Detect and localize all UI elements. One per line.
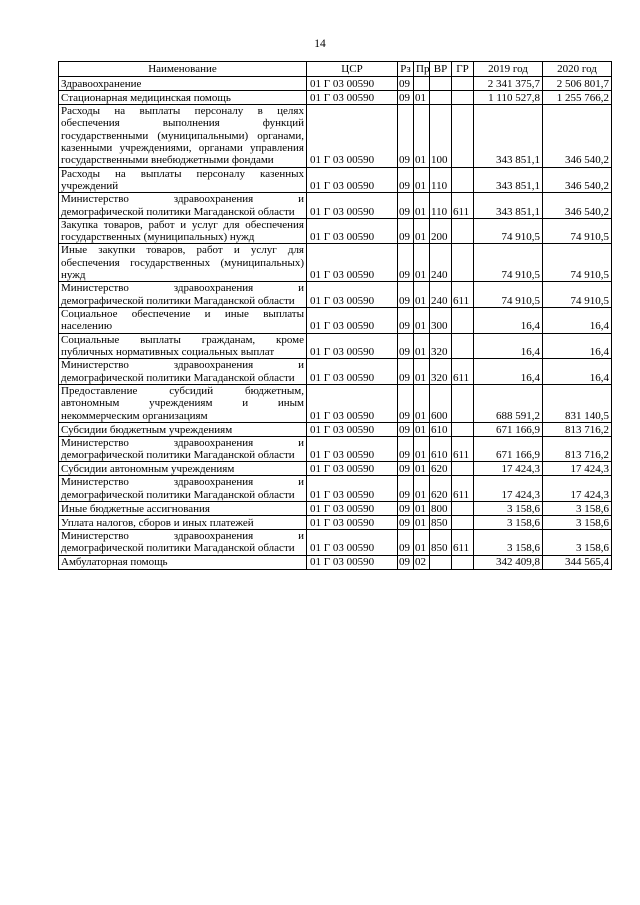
row-value-2019: 74 910,5 <box>474 244 543 282</box>
row-csr: 01 Г 03 00590 <box>307 91 398 105</box>
row-csr: 01 Г 03 00590 <box>307 422 398 436</box>
table-header-row <box>59 62 612 77</box>
row-pr: 01 <box>414 193 430 219</box>
row-value-2020: 3 158,6 <box>543 530 612 556</box>
row-name: Субсидии бюджетным учреждениям <box>59 422 307 436</box>
row-value-2020: 74 910,5 <box>543 244 612 282</box>
row-name: Социальные выплаты гражданам, кроме публичных нормативных социальных выплат <box>59 333 307 359</box>
row-gr: 611 <box>452 530 474 556</box>
row-rz: 09 <box>398 105 414 168</box>
row-value-2019: 688 591,2 <box>474 384 543 422</box>
row-name: Социальное обеспечение и иные выплаты населению <box>59 308 307 334</box>
row-csr: 01 Г 03 00590 <box>307 308 398 334</box>
table-row <box>59 91 612 105</box>
row-pr <box>414 77 430 91</box>
row-gr <box>452 333 474 359</box>
row-pr: 01 <box>414 516 430 530</box>
row-csr: 01 Г 03 00590 <box>307 502 398 516</box>
row-vr: 100 <box>430 105 452 168</box>
row-vr: 320 <box>430 359 452 385</box>
table-row <box>59 516 612 530</box>
row-value-2020: 346 540,2 <box>543 193 612 219</box>
row-gr <box>452 308 474 334</box>
row-gr <box>452 555 474 569</box>
row-vr <box>430 77 452 91</box>
row-rz: 09 <box>398 308 414 334</box>
row-gr: 611 <box>452 282 474 308</box>
table-row <box>59 476 612 502</box>
row-vr <box>430 91 452 105</box>
row-value-2019: 342 409,8 <box>474 555 543 569</box>
header-gr: ГР <box>452 62 474 77</box>
row-name: Министерство здравоохранения и демографической политики Магаданской области <box>59 476 307 502</box>
row-name: Расходы на выплаты персоналу казенных учреждений <box>59 167 307 193</box>
table-body <box>59 77 612 570</box>
row-rz: 09 <box>398 476 414 502</box>
row-vr: 850 <box>430 516 452 530</box>
row-gr <box>452 105 474 168</box>
table-row <box>59 167 612 193</box>
row-value-2019: 3 158,6 <box>474 516 543 530</box>
row-name: Стационарная медицинская помощь <box>59 91 307 105</box>
row-pr: 01 <box>414 105 430 168</box>
table-row <box>59 530 612 556</box>
table-row <box>59 422 612 436</box>
row-vr: 620 <box>430 476 452 502</box>
row-name: Субсидии автономным учреждениям <box>59 462 307 476</box>
row-vr: 300 <box>430 308 452 334</box>
row-gr <box>452 384 474 422</box>
row-csr: 01 Г 03 00590 <box>307 516 398 530</box>
row-value-2020: 74 910,5 <box>543 218 612 244</box>
row-vr: 110 <box>430 167 452 193</box>
row-vr <box>430 555 452 569</box>
row-value-2020: 17 424,3 <box>543 462 612 476</box>
row-pr: 01 <box>414 308 430 334</box>
row-value-2020: 346 540,2 <box>543 105 612 168</box>
row-vr: 610 <box>430 422 452 436</box>
row-pr: 01 <box>414 384 430 422</box>
row-name: Закупка товаров, работ и услуг для обеспечения государственных (муниципальных) нужд <box>59 218 307 244</box>
row-csr: 01 Г 03 00590 <box>307 436 398 462</box>
row-vr: 800 <box>430 502 452 516</box>
row-name: Министерство здравоохранения и демографической политики Магаданской области <box>59 193 307 219</box>
row-rz: 09 <box>398 516 414 530</box>
row-rz: 09 <box>398 77 414 91</box>
row-csr: 01 Г 03 00590 <box>307 77 398 91</box>
row-value-2019: 3 158,6 <box>474 530 543 556</box>
row-csr: 01 Г 03 00590 <box>307 530 398 556</box>
row-pr: 01 <box>414 282 430 308</box>
row-pr: 02 <box>414 555 430 569</box>
row-value-2019: 343 851,1 <box>474 105 543 168</box>
row-value-2019: 2 341 375,7 <box>474 77 543 91</box>
row-value-2020: 346 540,2 <box>543 167 612 193</box>
row-vr: 850 <box>430 530 452 556</box>
row-value-2019: 1 110 527,8 <box>474 91 543 105</box>
row-csr: 01 Г 03 00590 <box>307 359 398 385</box>
row-rz: 09 <box>398 384 414 422</box>
row-csr: 01 Г 03 00590 <box>307 167 398 193</box>
budget-table <box>58 61 612 570</box>
row-vr: 620 <box>430 462 452 476</box>
table-row <box>59 555 612 569</box>
row-value-2019: 3 158,6 <box>474 502 543 516</box>
header-2020: 2020 год <box>543 62 612 77</box>
table-row <box>59 333 612 359</box>
row-gr <box>452 244 474 282</box>
row-rz: 09 <box>398 422 414 436</box>
row-vr: 320 <box>430 333 452 359</box>
row-value-2020: 16,4 <box>543 308 612 334</box>
row-value-2020: 344 565,4 <box>543 555 612 569</box>
table-row <box>59 384 612 422</box>
row-name: Иные бюджетные ассигнования <box>59 502 307 516</box>
row-rz: 09 <box>398 436 414 462</box>
row-rz: 09 <box>398 333 414 359</box>
row-gr <box>452 91 474 105</box>
row-rz: 09 <box>398 462 414 476</box>
row-rz: 09 <box>398 167 414 193</box>
row-rz: 09 <box>398 530 414 556</box>
header-vr: ВР <box>430 62 452 77</box>
row-pr: 01 <box>414 333 430 359</box>
row-value-2019: 16,4 <box>474 333 543 359</box>
row-vr: 200 <box>430 218 452 244</box>
header-2019: 2019 год <box>474 62 543 77</box>
row-rz: 09 <box>398 555 414 569</box>
row-value-2020: 16,4 <box>543 333 612 359</box>
header-name: Наименование <box>59 62 307 77</box>
row-csr: 01 Г 03 00590 <box>307 555 398 569</box>
table-row <box>59 359 612 385</box>
row-value-2020: 3 158,6 <box>543 516 612 530</box>
row-value-2020: 813 716,2 <box>543 436 612 462</box>
row-pr: 01 <box>414 422 430 436</box>
row-pr: 01 <box>414 476 430 502</box>
row-vr: 240 <box>430 244 452 282</box>
row-pr: 01 <box>414 530 430 556</box>
row-value-2019: 343 851,1 <box>474 193 543 219</box>
row-value-2019: 671 166,9 <box>474 422 543 436</box>
row-value-2019: 17 424,3 <box>474 462 543 476</box>
row-csr: 01 Г 03 00590 <box>307 282 398 308</box>
row-rz: 09 <box>398 282 414 308</box>
table-row <box>59 105 612 168</box>
row-csr: 01 Г 03 00590 <box>307 244 398 282</box>
row-pr: 01 <box>414 244 430 282</box>
row-vr: 240 <box>430 282 452 308</box>
row-gr: 611 <box>452 193 474 219</box>
row-value-2019: 671 166,9 <box>474 436 543 462</box>
row-value-2020: 831 140,5 <box>543 384 612 422</box>
row-value-2020: 16,4 <box>543 359 612 385</box>
table-row <box>59 218 612 244</box>
table-row <box>59 77 612 91</box>
row-gr <box>452 218 474 244</box>
page-number: 14 <box>314 38 326 50</box>
row-rz: 09 <box>398 244 414 282</box>
row-name: Расходы на выплаты персоналу в целях обеспечения выполнения функций государственными (муниципальными) органами, казенными учреждениями, органами управления государственными внебюджетными фондами <box>59 105 307 168</box>
table-row <box>59 308 612 334</box>
table-row <box>59 282 612 308</box>
row-csr: 01 Г 03 00590 <box>307 193 398 219</box>
row-name: Уплата налогов, сборов и иных платежей <box>59 516 307 530</box>
row-rz: 09 <box>398 91 414 105</box>
row-gr <box>452 462 474 476</box>
row-name: Министерство здравоохранения и демографической политики Магаданской области <box>59 436 307 462</box>
row-value-2020: 17 424,3 <box>543 476 612 502</box>
row-csr: 01 Г 03 00590 <box>307 462 398 476</box>
table-row <box>59 502 612 516</box>
row-csr: 01 Г 03 00590 <box>307 105 398 168</box>
row-value-2020: 813 716,2 <box>543 422 612 436</box>
row-pr: 01 <box>414 462 430 476</box>
row-gr: 611 <box>452 436 474 462</box>
header-rz: Рз <box>398 62 414 77</box>
row-name: Здравоохранение <box>59 77 307 91</box>
row-gr: 611 <box>452 359 474 385</box>
row-name: Иные закупки товаров, работ и услуг для обеспечения государственных (муниципальных) нужд <box>59 244 307 282</box>
row-csr: 01 Г 03 00590 <box>307 384 398 422</box>
row-value-2019: 16,4 <box>474 308 543 334</box>
row-name: Министерство здравоохранения и демографической политики Магаданской области <box>59 530 307 556</box>
row-gr <box>452 516 474 530</box>
row-value-2019: 17 424,3 <box>474 476 543 502</box>
row-value-2019: 74 910,5 <box>474 218 543 244</box>
header-csr: ЦСР <box>307 62 398 77</box>
header-pr: Пр <box>414 62 430 77</box>
row-gr: 611 <box>452 476 474 502</box>
row-value-2019: 16,4 <box>474 359 543 385</box>
row-csr: 01 Г 03 00590 <box>307 218 398 244</box>
row-gr <box>452 77 474 91</box>
row-name: Министерство здравоохранения и демографической политики Магаданской области <box>59 282 307 308</box>
table-row <box>59 462 612 476</box>
row-pr: 01 <box>414 167 430 193</box>
row-csr: 01 Г 03 00590 <box>307 333 398 359</box>
row-pr: 01 <box>414 218 430 244</box>
row-value-2019: 343 851,1 <box>474 167 543 193</box>
table-row <box>59 193 612 219</box>
row-rz: 09 <box>398 359 414 385</box>
row-pr: 01 <box>414 502 430 516</box>
row-value-2019: 74 910,5 <box>474 282 543 308</box>
row-value-2020: 1 255 766,2 <box>543 91 612 105</box>
table-row <box>59 436 612 462</box>
row-vr: 610 <box>430 436 452 462</box>
table-row <box>59 244 612 282</box>
row-gr <box>452 422 474 436</box>
row-name: Амбулаторная помощь <box>59 555 307 569</box>
row-pr: 01 <box>414 436 430 462</box>
row-vr: 600 <box>430 384 452 422</box>
row-gr <box>452 502 474 516</box>
row-rz: 09 <box>398 193 414 219</box>
row-value-2020: 2 506 801,7 <box>543 77 612 91</box>
row-name: Министерство здравоохранения и демографической политики Магаданской области <box>59 359 307 385</box>
row-rz: 09 <box>398 502 414 516</box>
row-pr: 01 <box>414 359 430 385</box>
row-gr <box>452 167 474 193</box>
row-pr: 01 <box>414 91 430 105</box>
row-rz: 09 <box>398 218 414 244</box>
row-value-2020: 74 910,5 <box>543 282 612 308</box>
row-value-2020: 3 158,6 <box>543 502 612 516</box>
row-name: Предоставление субсидий бюджетным, автономным учреждениям и иным некоммерческим организациям <box>59 384 307 422</box>
row-vr: 110 <box>430 193 452 219</box>
row-csr: 01 Г 03 00590 <box>307 476 398 502</box>
